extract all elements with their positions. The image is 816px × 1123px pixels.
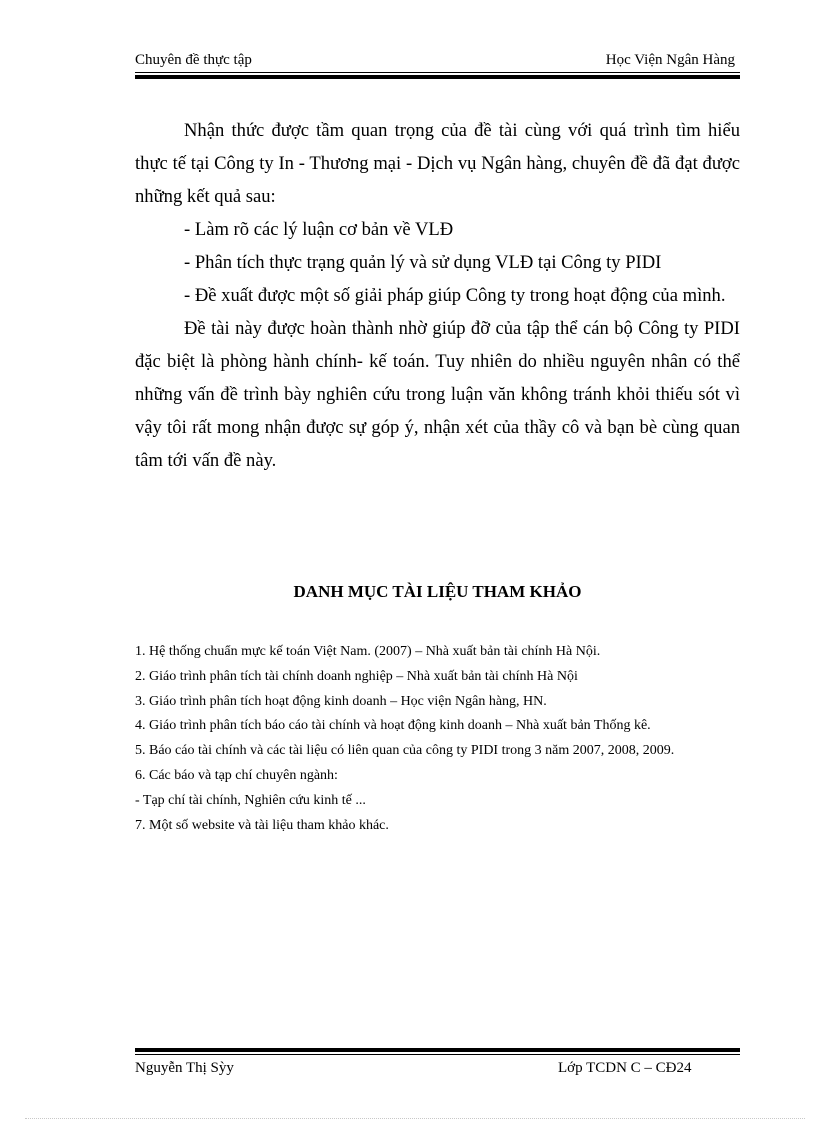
bullet-item: - Làm rõ các lý luận cơ bản về VLĐ	[184, 219, 454, 240]
bullet-item: - Phân tích thực trạng quản lý và sử dụng VLĐ tại Công ty PIDI	[184, 252, 662, 273]
footer-rule-thin	[135, 1054, 740, 1055]
paragraph-results-intro: Nhận thức được tầm quan trọng của đề tài cùng với quá trình tìm hiểu thực tế tại Công ty In - Thương mại - Dịch vụ Ngân hàng, chuyên đề đã đạt được những kết quả sau:	[135, 120, 740, 207]
reference-item: 1. Hệ thống chuẩn mực kế toán Việt Nam. (2007) – Nhà xuất bản tài chính Hà Nội.	[135, 644, 601, 659]
page-footer	[135, 1058, 740, 1078]
header-right-text: Học Viện Ngân Hàng	[605, 52, 735, 68]
page-header	[135, 50, 740, 70]
reference-item: 3. Giáo trình phân tích hoạt động kinh doanh – Học viện Ngân hàng, HN.	[135, 693, 547, 709]
header-rule-thick	[135, 75, 740, 79]
reference-item: 5. Báo cáo tài chính và các tài liệu có liên quan của công ty PIDI trong 3 năm 2007, 2008, 2009.	[135, 743, 675, 759]
header-rule-thin	[135, 72, 740, 73]
reference-item: 7. Một số website và tài liệu tham khảo khác.	[135, 817, 389, 833]
page-edge-divider	[25, 1118, 805, 1119]
bullet-item: - Đề xuất được một số giải pháp giúp Công ty trong hoạt động của mình.	[184, 285, 726, 306]
paragraph-acknowledgement: Đề tài này được hoàn thành nhờ giúp đỡ của tập thể cán bộ Công ty PIDI đặc biệt là phòng hành chính- kế toán. Tuy nhiên do nhiều nguyên nhân có thể những vấn đề trình bày nghiên cứu trong luận văn không tránh khỏi thiếu sót vì vậy tôi rất mong nhận được sự góp ý, nhận xét của thầy cô và bạn bè cùng quan tâm tới vấn đề này.	[135, 318, 740, 471]
body-text	[135, 114, 740, 477]
reference-item: 6. Các báo và tạp chí chuyên ngành:	[135, 767, 338, 783]
footer-class: Lớp TCDN C – CĐ24	[558, 1060, 692, 1076]
reference-item: - Tạp chí tài chính, Nghiên cứu kinh tế ...	[135, 792, 366, 808]
header-left-text: Chuyên đề thực tập	[135, 52, 252, 68]
reference-item: 2. Giáo trình phân tích tài chính doanh nghiệp – Nhà xuất bản tài chính Hà Nội	[135, 668, 578, 684]
reference-item: 4. Giáo trình phân tích báo cáo tài chính và hoạt động kinh doanh – Nhà xuất bản Thống kê.	[135, 718, 651, 734]
footer-author: Nguyễn Thị Sỳy	[135, 1060, 234, 1076]
references-title: DANH MỤC TÀI LIỆU THAM KHẢO	[293, 582, 582, 601]
footer-rule-thick	[135, 1048, 740, 1052]
references-list	[135, 640, 738, 838]
